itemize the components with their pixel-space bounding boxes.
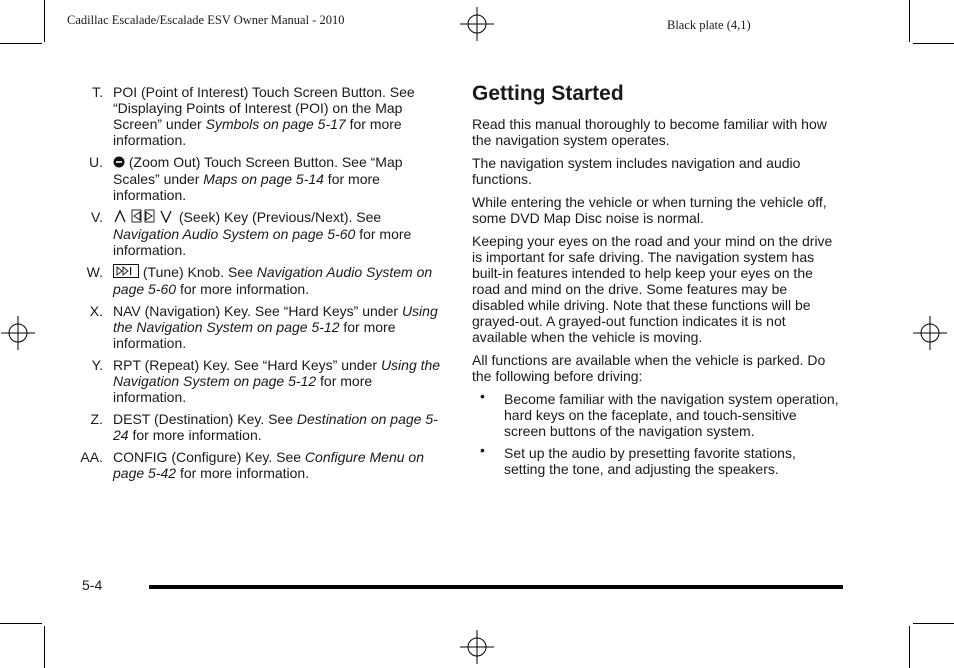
zoom-out-icon xyxy=(113,155,125,171)
crop-mark-bottom-left-h xyxy=(0,623,42,624)
list-item-text: for more information. xyxy=(113,171,380,203)
list-item-key: U. xyxy=(89,154,103,170)
list-item xyxy=(76,449,442,481)
registration-mark-left-icon xyxy=(1,316,35,350)
list-item xyxy=(76,84,442,148)
paragraph: All functions are available when the vehicle is parked. Do the following before driving: xyxy=(472,352,826,384)
footer-rule xyxy=(149,585,843,589)
list-item-text: for more information. xyxy=(113,226,412,258)
registration-mark-right-icon xyxy=(913,316,947,350)
crop-mark-top-right-h xyxy=(913,43,954,44)
list-item xyxy=(76,264,442,297)
list-item xyxy=(472,442,840,477)
list-item-text: for more information. xyxy=(176,465,310,481)
bullet-icon: • xyxy=(480,388,485,404)
paragraph: While entering the vehicle or when turning the vehicle off, some DVD Map Disc noise is normal. xyxy=(472,194,827,226)
list-item-text: POI (Point of Interest) Touch Screen Button. See “Displaying Points of Interest (POI) on the Map Screen” under xyxy=(113,84,415,132)
paragraph: The navigation system includes navigation and audio functions. xyxy=(472,155,801,187)
registration-mark-top-icon xyxy=(460,7,494,41)
list-item-text: (Zoom Out) Touch Screen Button. See “Map Scales” under xyxy=(113,154,403,187)
list-item-text: for more information. xyxy=(113,116,402,148)
list-item-text: for more information. xyxy=(176,281,310,297)
manual-title: Cadillac Escalade/Escalade ESV Owner Manual - 2010 xyxy=(67,13,345,27)
page-reference: Navigation Audio System on page 5-60 xyxy=(113,226,356,242)
list-item-text: for more information. xyxy=(113,373,373,405)
crop-mark-top-left-v xyxy=(44,0,45,42)
crop-mark-bottom-right-v xyxy=(909,626,910,668)
page-reference: Maps on page 5-14 xyxy=(203,171,324,187)
list-item-text: for more information. xyxy=(128,427,262,443)
list-item-text: for more information. xyxy=(113,319,396,351)
key-reference-list xyxy=(76,84,442,487)
list-item-key: X. xyxy=(89,303,103,319)
list-item-text: (Tune) Knob. See xyxy=(139,264,257,280)
list-item-key: AA. xyxy=(80,449,103,465)
seek-icon xyxy=(113,209,175,226)
page-reference: Using the Navigation System on page 5-12 xyxy=(113,303,438,335)
paragraph: Read this manual thoroughly to become familiar with how the navigation system operates. xyxy=(472,116,827,148)
paragraph: Keeping your eyes on the road and your mind on the drive is important for safe driving. The navigation system has built-in features intended to help keep your eyes on the road and mind on the drive. Some features may be disabled while driving. Note that these functions will be grayed-out. A grayed-out function indicates it is not available when the vehicle is moving. xyxy=(472,233,833,345)
bullet-text: Become familiar with the navigation system operation, hard keys on the faceplate, and touch-sensitive screen buttons of the navigation system. xyxy=(504,391,839,439)
list-item-key: Y. xyxy=(91,357,103,373)
list-item xyxy=(76,411,442,443)
list-item-text: NAV (Navigation) Key. See “Hard Keys” under xyxy=(113,303,402,319)
list-item xyxy=(472,388,840,439)
list-item-text: DEST (Destination) Key. See xyxy=(113,411,297,427)
list-item xyxy=(76,154,442,203)
page-number: 5-4 xyxy=(82,577,103,593)
list-item xyxy=(76,209,442,258)
list-item xyxy=(76,357,442,405)
page-reference: Configure Menu on page 5-42 xyxy=(113,449,424,481)
list-item-key: W. xyxy=(86,264,103,280)
page-reference: Navigation Audio System on page 5-60 xyxy=(113,264,433,297)
getting-started-section xyxy=(472,82,840,483)
registration-mark-bottom-icon xyxy=(460,630,494,664)
page-reference: Symbols on page 5-17 xyxy=(205,116,346,132)
list-item-text: (Seek) Key (Previous/Next). See xyxy=(175,209,382,225)
list-item-key: V. xyxy=(91,209,103,225)
page-reference: Using the Navigation System on page 5-12 xyxy=(113,357,441,389)
list-item-key: T. xyxy=(92,84,103,100)
list-item-text: RPT (Repeat) Key. See “Hard Keys” under xyxy=(113,357,381,373)
list-item-text: CONFIG (Configure) Key. See xyxy=(113,449,305,465)
bullet-text: Set up the audio by presetting favorite stations, setting the tone, and adjusting the speakers. xyxy=(504,445,796,477)
crop-mark-top-right-v xyxy=(909,0,910,42)
page-reference: Destination on page 5-24 xyxy=(113,411,438,443)
crop-mark-bottom-left-v xyxy=(44,626,45,668)
crop-mark-bottom-right-h xyxy=(913,623,954,624)
bullet-icon: • xyxy=(480,442,485,458)
tune-icon xyxy=(113,264,139,281)
crop-mark-top-left-h xyxy=(0,43,42,44)
list-item xyxy=(76,303,442,351)
list-item-key: Z. xyxy=(90,411,103,427)
section-title: Getting Started xyxy=(472,82,624,105)
plate-label: Black plate (4,1) xyxy=(667,18,751,32)
